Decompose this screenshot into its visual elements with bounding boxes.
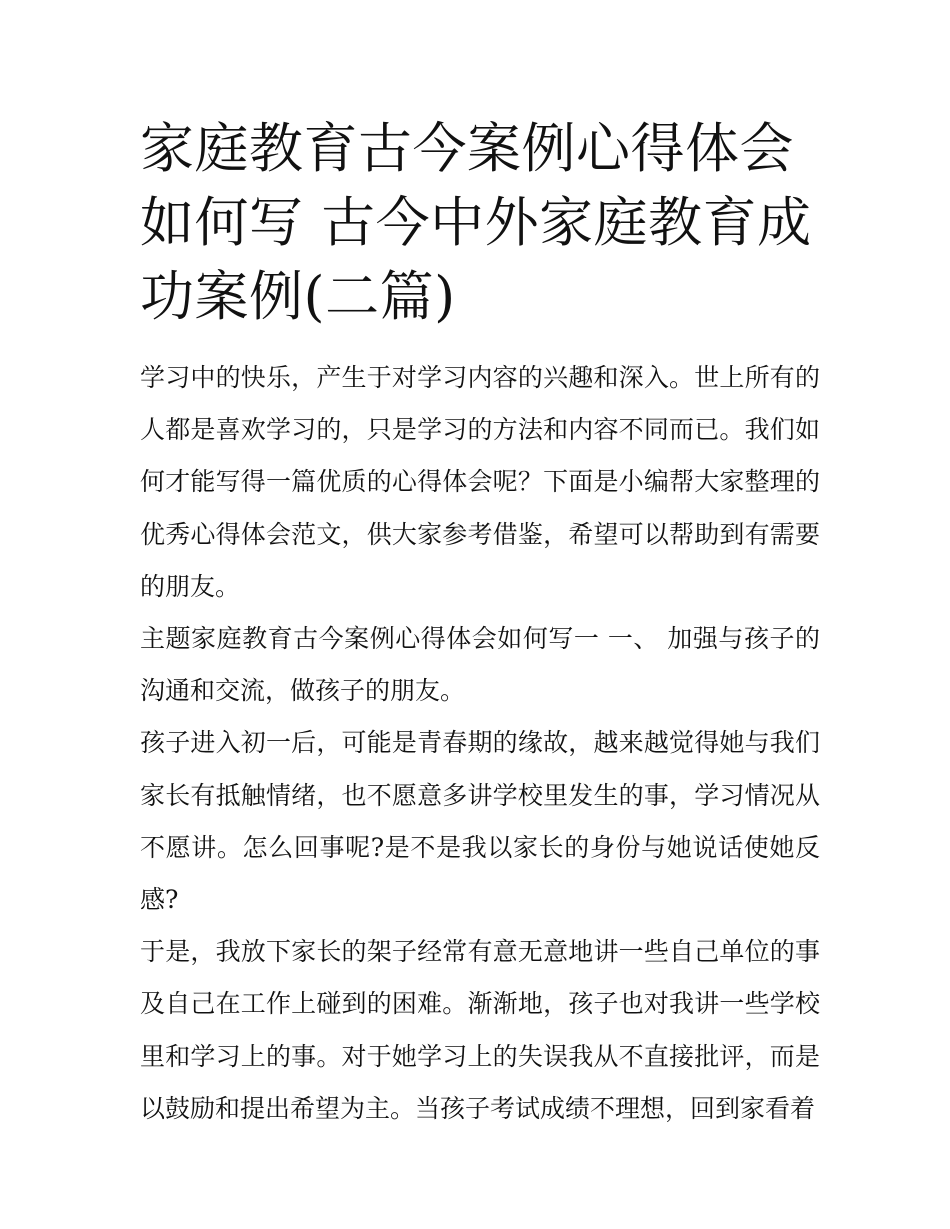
paragraph-communication: 于是，我放下家长的架子经常有意无意地讲一些自己单位的事及自己在工作上碰到的困难。渐渐地，孩子也对我讲一些学校里和学习上的事。对于她学习上的失误我从不直接批评，而是以鼓励和提出希望为主。当孩子考试成绩不理想，回到家看着	[140, 937, 820, 1123]
paragraph-intro: 学习中的快乐，产生于对学习内容的兴趣和深入。世上所有的人都是喜欢学习的，只是学习的方法和内容不同而已。我们如何才能写得一篇优质的心得体会呢？下面是小编帮大家整理的优秀心得体会范文，供大家参考借鉴，希望可以帮助到有需要的朋友。	[140, 363, 820, 601]
document-page	[140, 112, 820, 1135]
document-title: 家庭教育古今案例心得体会如何写 古今中外家庭教育成功案例(二篇)	[140, 117, 812, 328]
paragraph-adolescence: 孩子进入初一后，可能是青春期的缘故，越来越觉得她与我们家长有抵触情绪，也不愿意多讲学校里发生的事，学习情况从不愿讲。怎么回事呢?是不是我以家长的身份与她说话使她反感?	[140, 728, 820, 915]
document-body	[140, 352, 820, 1135]
paragraph-topic-heading: 主题家庭教育古今案例心得体会如何写一 一、 加强与孩子的沟通和交流，做孩子的朋友。	[140, 624, 820, 706]
